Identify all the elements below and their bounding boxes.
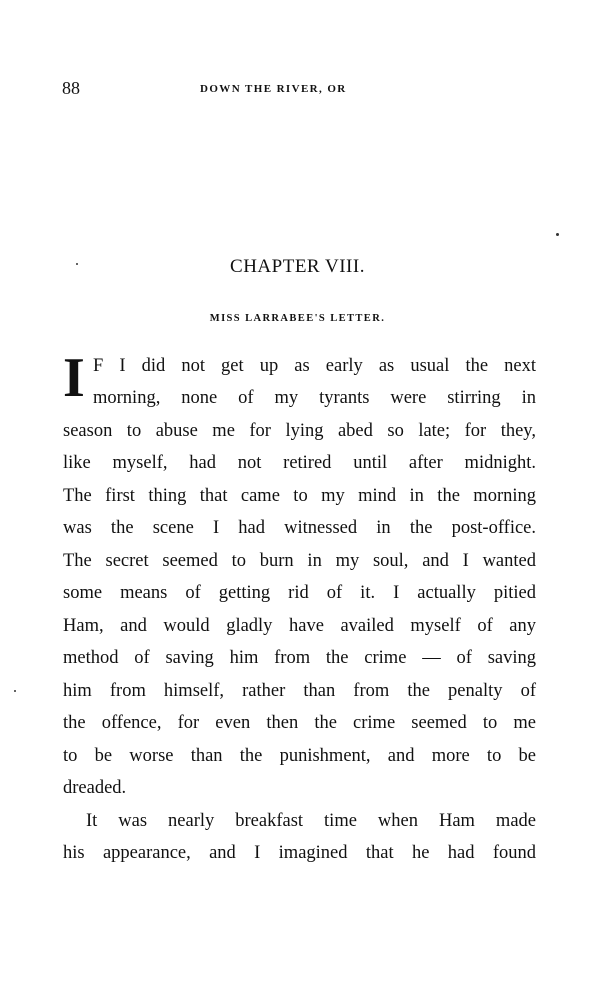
text-line: F I did not get up as early as usual the next: [93, 356, 536, 376]
text-line: season to abuse me for lying abed so late; for they,: [63, 421, 536, 441]
scan-speck: [556, 233, 559, 236]
text-line: was the scene I had witnessed in the post-office.: [63, 518, 536, 538]
text-line: Ham, and would gladly have availed myself of any: [63, 616, 536, 636]
drop-cap: I: [63, 347, 85, 409]
text-line: him from himself, rather than from the penalty of: [63, 681, 536, 701]
text-line: like myself, had not retired until after midnight.: [63, 453, 536, 473]
chapter-title: CHAPTER VIII.: [230, 256, 365, 277]
text-line: his appearance, and I imagined that he had found: [63, 843, 536, 863]
page-number: 88: [62, 78, 80, 98]
chapter-subtitle: MISS LARRABEE'S LETTER.: [209, 313, 386, 324]
text-line: The first thing that came to my mind in the morning: [63, 486, 536, 506]
text-line: to be worse than the punishment, and more to be: [63, 746, 536, 766]
text-line: morning, none of my tyrants were stirring in: [93, 388, 536, 408]
text-line: It was nearly breakfast time when Ham made: [86, 811, 536, 831]
text-line: some means of getting rid of it. I actually pitied: [63, 583, 536, 603]
scan-speck: [76, 263, 78, 265]
text-line: the offence, for even then the crime seemed to me: [63, 713, 536, 733]
scan-speck: [14, 690, 16, 692]
running-head: DOWN THE RIVER, OR: [200, 83, 347, 95]
text-line: method of saving him from the crime — of saving: [63, 648, 536, 668]
text-line: dreaded.: [63, 778, 127, 798]
text-line: The secret seemed to burn in my soul, and I wanted: [63, 551, 536, 571]
